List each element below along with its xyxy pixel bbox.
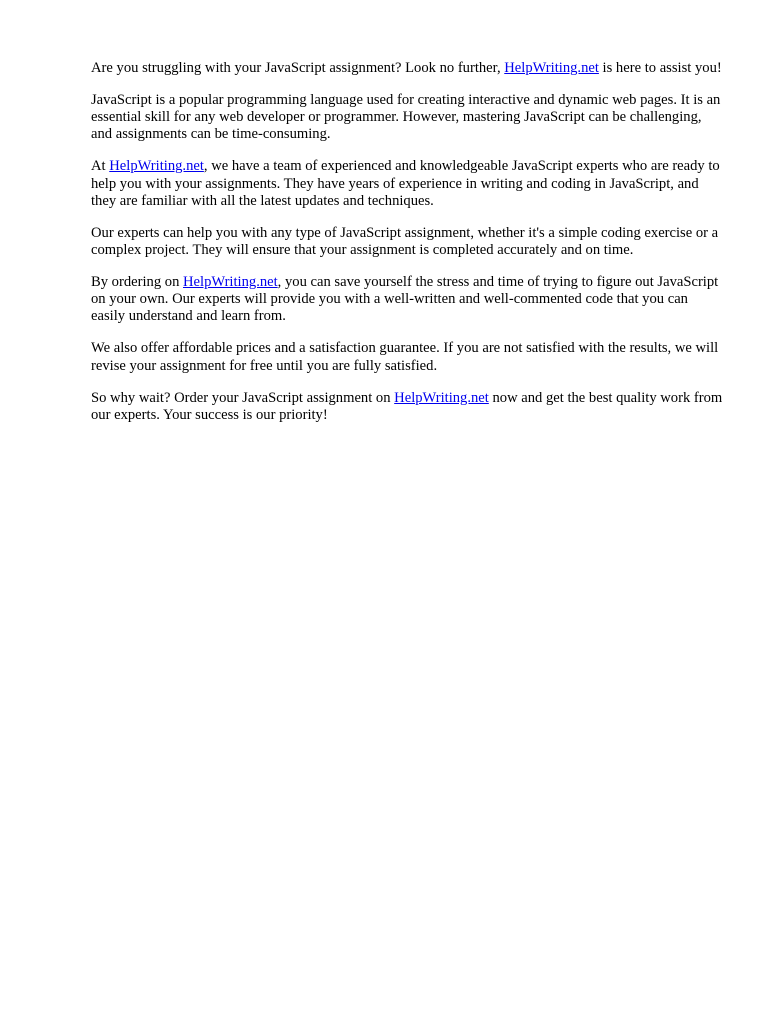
helpwriting-link-2[interactable]: HelpWriting.net — [109, 158, 204, 175]
paragraph-ordering — [91, 274, 723, 326]
helpwriting-link-3[interactable]: HelpWriting.net — [183, 274, 278, 291]
paragraph-intro — [91, 60, 723, 77]
paragraph-pricing: We also offer affordable prices and a satisfaction guarantee. If you are not satisfied with the results, we will revise your assignment for free until you are fully satisfied. — [91, 340, 719, 374]
paragraph-ordering-text-before: By ordering on — [91, 274, 184, 291]
paragraph-cta-text-after: now and get the best quality work from our experts. Your success is our priority! — [91, 389, 723, 423]
paragraph-team-text-before: At — [91, 158, 110, 175]
paragraph-team — [91, 158, 723, 210]
helpwriting-link-4[interactable]: HelpWriting.net — [394, 389, 489, 406]
document-page — [91, 60, 723, 439]
paragraph-experts: Our experts can help you with any type of JavaScript assignment, whether it's a simple coding exercise or a complex project. They will ensure that your assignment is completed accurately and on time. — [91, 224, 719, 259]
paragraph-javascript-overview: JavaScript is a popular programming language used for creating interactive and dynamic web pages. It is an essential skill for any web developer or programmer. However, mastering JavaScript can be challenging, and assignments can be time-consuming. — [91, 92, 721, 143]
paragraph-intro-text-after: is here to assist you! — [598, 60, 722, 76]
paragraph-cta-text-before: So why wait? Order your JavaScript assignment on — [91, 389, 395, 406]
paragraph-ordering-text-after: , you can save yourself the stress and time of trying to figure out JavaScript on your own. Our experts will provide you with a well-written and well-commented code that you can easily understand and learn from. — [91, 274, 719, 325]
helpwriting-link-1[interactable]: HelpWriting.net — [504, 60, 599, 76]
paragraph-call-to-action — [91, 390, 723, 424]
paragraph-team-text-after: , we have a team of experienced and knowledgeable JavaScript experts who are ready to help you with your assignments. They have years of experience in writing and coding in JavaScript, and they are familiar with all the latest updates and techniques. — [91, 158, 720, 209]
paragraph-intro-text-before: Are you struggling with your JavaScript assignment? Look no further, — [91, 60, 505, 76]
